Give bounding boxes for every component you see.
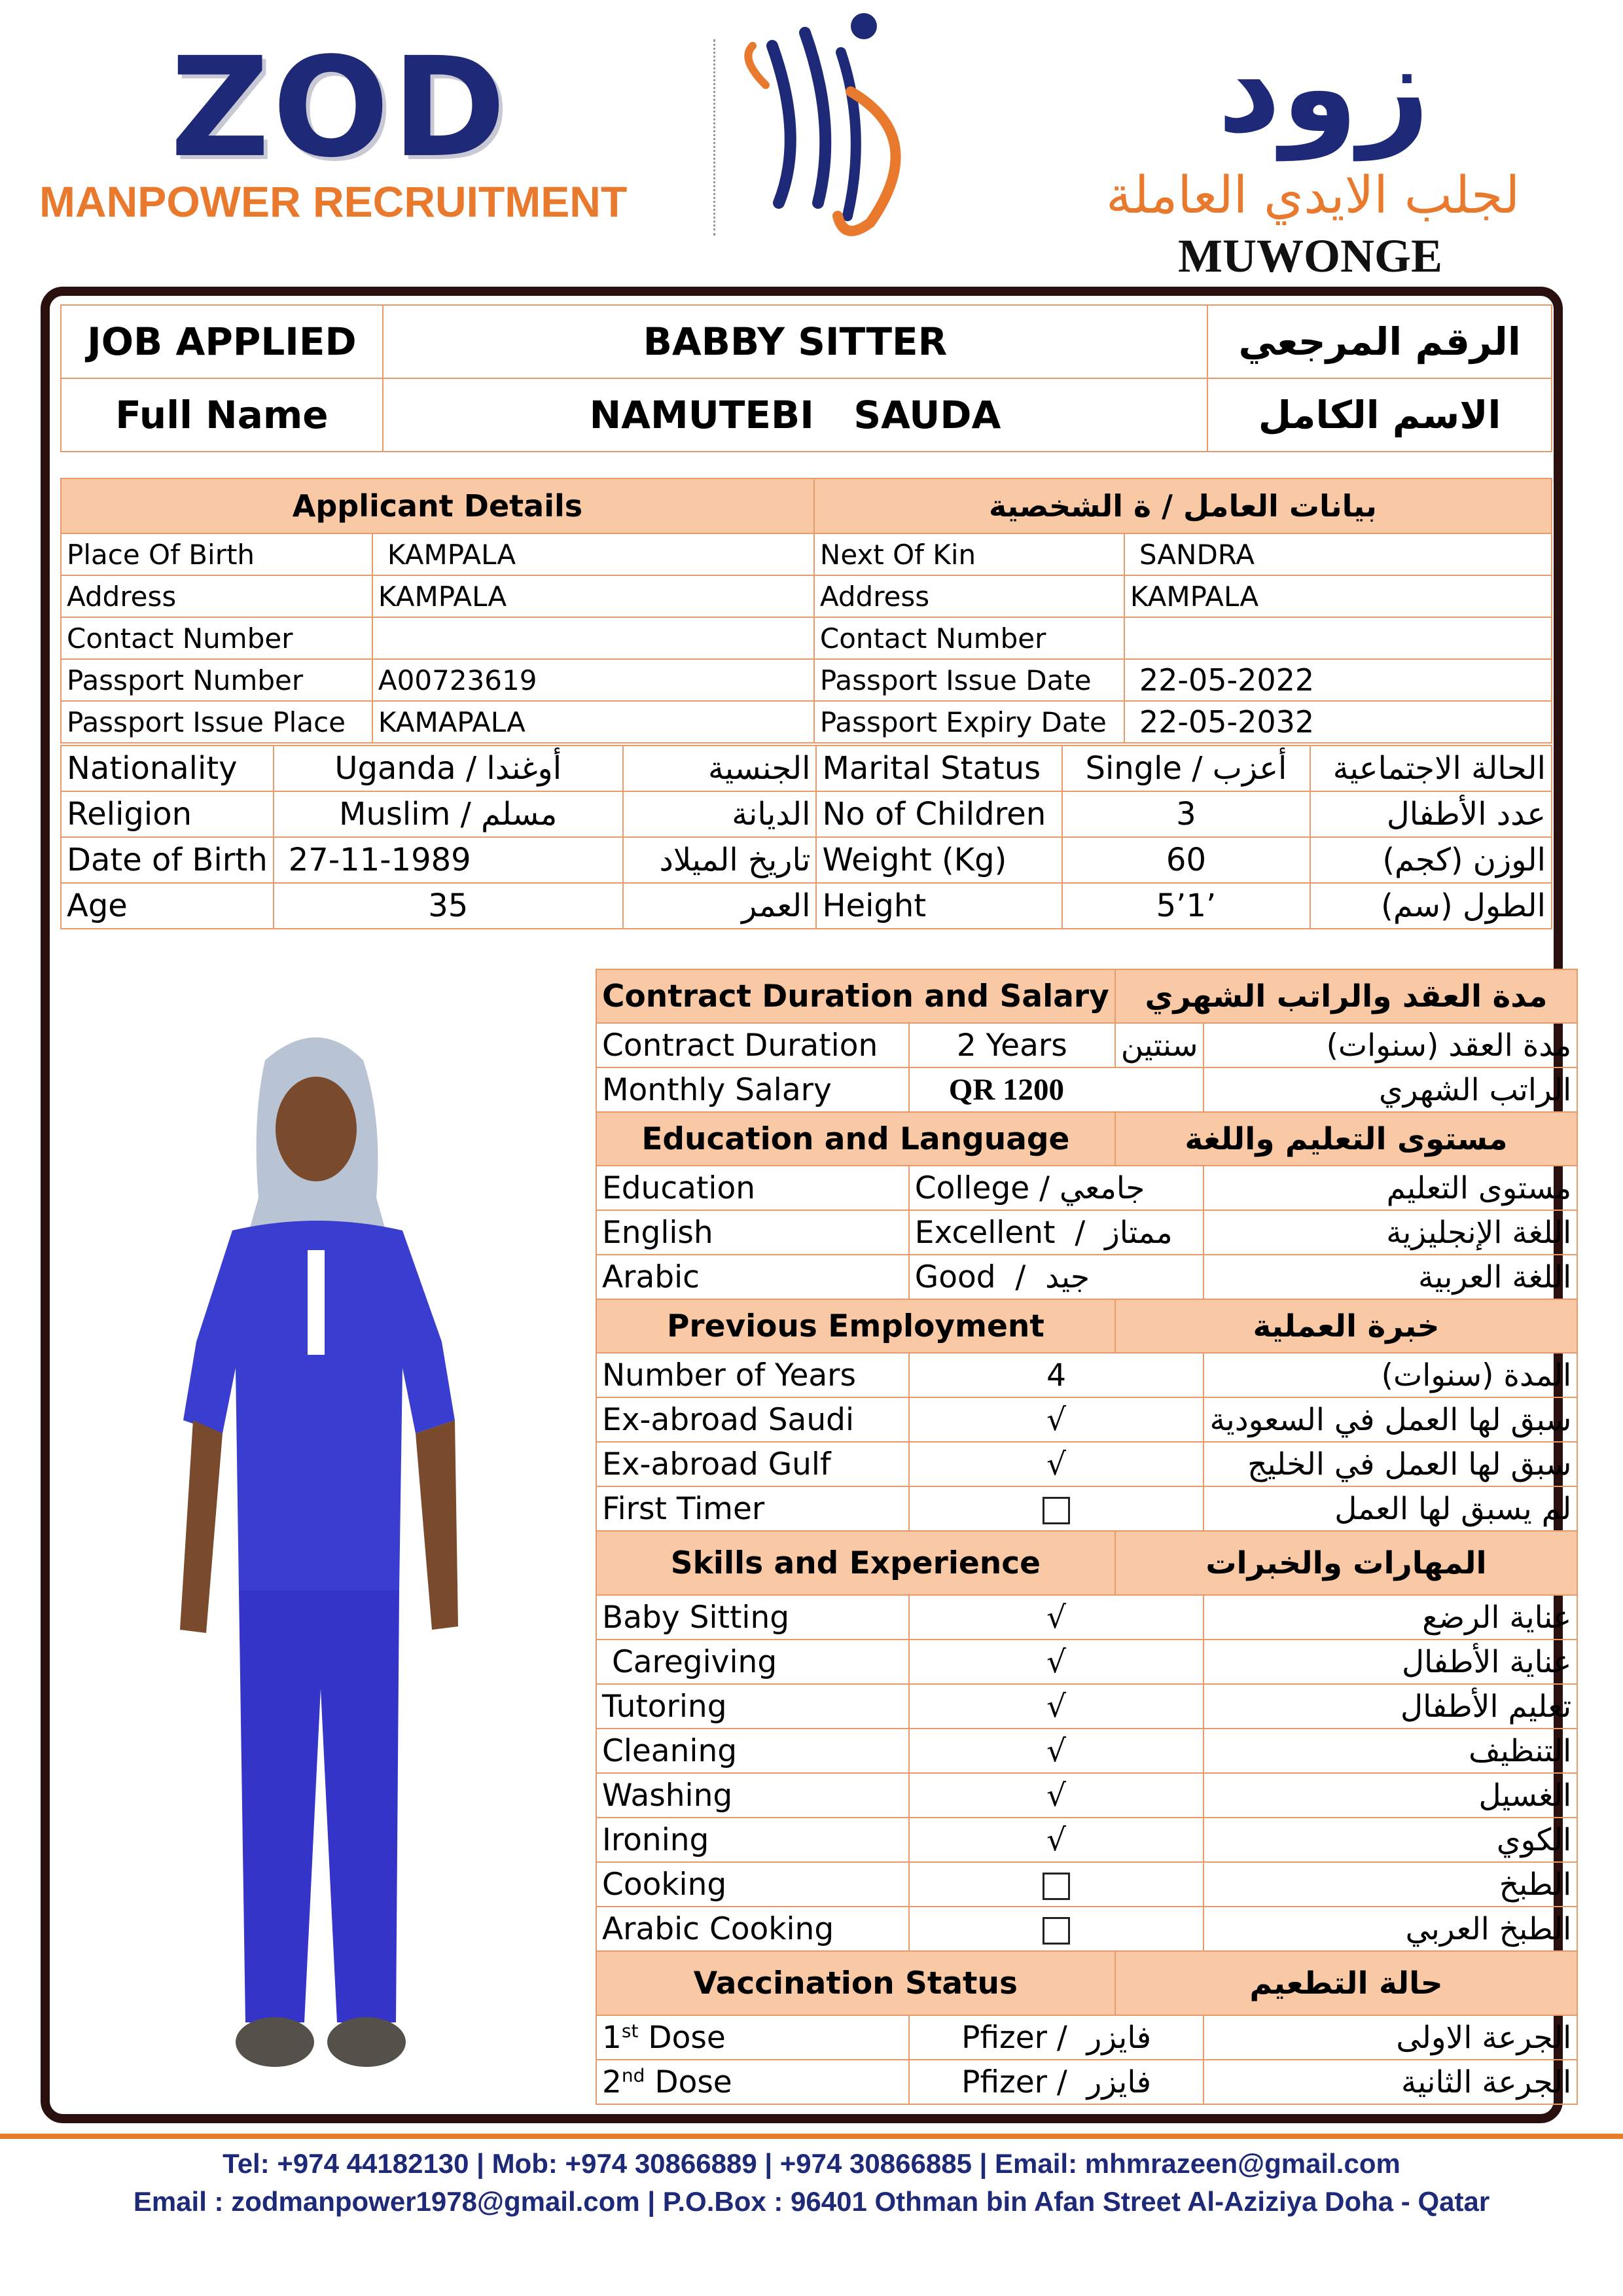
skill-arabic-cooking-label-ar: الطبخ العربي [1204, 1907, 1577, 1951]
job-applied-value: BABBY SITTER [383, 305, 1207, 378]
skill-washing-check: √ [909, 1773, 1204, 1818]
skill-cleaning-label-ar: التنظيف [1204, 1729, 1577, 1773]
age-label-ar: العمر [623, 883, 817, 929]
next-of-kin-label: Next Of Kin [814, 533, 1124, 575]
first-timer-label-ar: لم يسبق لها العمل [1204, 1486, 1577, 1531]
height-label-ar: الطول (سم) [1310, 883, 1552, 929]
age-value: 35 [274, 883, 623, 929]
employment-header-ar: خبرة العملية [1115, 1299, 1577, 1353]
ex-gulf-label: Ex-abroad Gulf [596, 1442, 909, 1486]
skills-header-ar: المهارات والخبرات [1115, 1531, 1577, 1595]
english-label: English [596, 1210, 909, 1255]
dose-2-label-ar: الجرعة الثانية [1204, 2060, 1577, 2104]
personal-details-table [60, 745, 1552, 929]
skill-cooking-label-ar: الطبخ [1204, 1862, 1577, 1907]
arabic-value: Good / جيد [909, 1255, 1204, 1299]
years-label: Number of Years [596, 1353, 909, 1397]
ex-gulf-check: √ [909, 1442, 1204, 1486]
logo-arabic-text: زود [1217, 16, 1430, 160]
dose-1-value: Pfizer / فايزر [909, 2015, 1204, 2060]
employment-header: Previous Employment [596, 1299, 1115, 1353]
passport-issue-date-value: 22-05-2022 [1124, 659, 1552, 701]
kin-address-value: KAMPALA [1124, 575, 1552, 617]
religion-label: Religion [61, 791, 274, 837]
job-applied-label: JOB APPLIED [61, 305, 383, 378]
religion-value: Muslim / مسلم [274, 791, 623, 837]
first-timer-checkbox [1043, 1497, 1070, 1524]
monthly-salary-label-ar: الراتب الشهري [1204, 1067, 1577, 1112]
religion-label-ar: الديانة [623, 791, 817, 837]
education-label: Education [596, 1166, 909, 1210]
years-label-ar: المدة (سنوات) [1204, 1353, 1577, 1397]
date-of-birth-label-ar: تاريخ الميلاد [623, 837, 817, 883]
arabic-label-ar: اللغة العربية [1204, 1255, 1577, 1299]
contract-header-ar: مدة العقد والراتب الشهري [1115, 969, 1577, 1023]
skills-header: Skills and Experience [596, 1531, 1115, 1595]
weight-label-ar: الوزن (كجم) [1310, 837, 1552, 883]
skill-caregiving-check: √ [909, 1640, 1204, 1684]
dose-1-label-ar: الجرعة الاولى [1204, 2015, 1577, 2060]
logo-zod-text: ZOD [170, 27, 509, 188]
kin-address-label: Address [814, 575, 1124, 617]
weight-value: 60 [1062, 837, 1310, 883]
applicant-details-header-ar: بيانات العامل / ة الشخصية [814, 478, 1552, 533]
passport-number-label: Passport Number [61, 659, 372, 701]
cv-right-table [596, 969, 1578, 2105]
ex-saudi-check: √ [909, 1397, 1204, 1442]
years-value: 4 [909, 1353, 1204, 1397]
skill-cooking-checkbox [1043, 1873, 1070, 1900]
skill-baby-sitting-check: √ [909, 1595, 1204, 1640]
vaccination-header-ar: حالة التطعيم [1115, 1951, 1577, 2015]
contract-duration-value-ar: سنتين [1115, 1023, 1204, 1067]
applicant-details-table [60, 478, 1552, 744]
agent-name: MUWONGE [1178, 230, 1442, 282]
first-timer-label: First Timer [596, 1486, 909, 1531]
age-label: Age [61, 883, 274, 929]
skill-baby-sitting-label: Baby Sitting [596, 1595, 909, 1640]
contact-number-value [372, 617, 814, 659]
date-of-birth-label: Date of Birth [61, 837, 274, 883]
contract-duration-label-ar: مدة العقد (سنوات) [1204, 1023, 1577, 1067]
skill-cooking-label: Cooking [596, 1862, 909, 1907]
children-value: 3 [1062, 791, 1310, 837]
ex-gulf-label-ar: سبق لها العمل في الخليج [1204, 1442, 1577, 1486]
skill-caregiving-label: Caregiving [596, 1640, 909, 1684]
dose-2-value: Pfizer / فايزر [909, 2060, 1204, 2104]
weight-label: Weight (Kg) [816, 837, 1061, 883]
skill-baby-sitting-label-ar: عناية الرضع [1204, 1595, 1577, 1640]
english-value: Excellent / ممتاز [909, 1210, 1204, 1255]
skill-arabic-cooking-checkbox [1043, 1917, 1070, 1945]
height-value: 5’1’ [1062, 883, 1310, 929]
marital-status-label: Marital Status [816, 745, 1061, 791]
kin-contact-number-label: Contact Number [814, 617, 1124, 659]
contract-duration-label: Contract Duration [596, 1023, 909, 1067]
skill-washing-label: Washing [596, 1773, 909, 1818]
skill-ironing-label: Ironing [596, 1818, 909, 1862]
passport-issue-place-value: KAMAPALA [372, 701, 814, 743]
height-label: Height [816, 883, 1061, 929]
full-name-label-ar: الاسم الكامل [1207, 378, 1552, 452]
skill-caregiving-label-ar: عناية الأطفال [1204, 1640, 1577, 1684]
footer-contact-line: Tel: +974 44182130 | Mob: +974 30866889 | +974 30866885 | Email: mhmrazeen@gmail.com [223, 2148, 1400, 2179]
skill-cleaning-label: Cleaning [596, 1729, 909, 1773]
footer-divider [0, 2134, 1623, 2139]
kin-contact-number-value [1124, 617, 1552, 659]
ex-saudi-label-ar: سبق لها العمل في السعودية [1204, 1397, 1577, 1442]
arabic-label: Arabic [596, 1255, 909, 1299]
passport-issue-date-label: Passport Issue Date [814, 659, 1124, 701]
job-name-table [60, 304, 1552, 452]
children-label-ar: عدد الأطفال [1310, 791, 1552, 837]
education-label-ar: مستوى التعليم [1204, 1166, 1577, 1210]
full-name-value: NAMUTEBI SAUDA [383, 378, 1207, 452]
passport-expiry-date-label: Passport Expiry Date [814, 701, 1124, 743]
skill-washing-label-ar: الغسيل [1204, 1773, 1577, 1818]
monthly-salary-label: Monthly Salary [596, 1067, 909, 1112]
passport-issue-place-label: Passport Issue Place [61, 701, 372, 743]
english-label-ar: اللغة الإنجليزية [1204, 1210, 1577, 1255]
monthly-salary-value: QR 1200 [909, 1067, 1204, 1112]
logo-arabic-tagline: لجلب الايدي العاملة [1106, 166, 1520, 225]
children-label: No of Children [816, 791, 1061, 837]
education-header-ar: مستوى التعليم واللغة [1115, 1112, 1577, 1166]
marital-status-value: Single / أعزب [1062, 745, 1310, 791]
nationality-label: Nationality [61, 745, 274, 791]
next-of-kin-value: SANDRA [1124, 533, 1552, 575]
footer-address-line: Email : zodmanpower1978@gmail.com | P.O.Box : 96401 Othman bin Afan Street Al-Aziziya Doha - Qatar [133, 2186, 1490, 2217]
address-value: KAMPALA [372, 575, 814, 617]
nationality-value: Uganda / أوغندا [274, 745, 623, 791]
skill-ironing-check: √ [909, 1818, 1204, 1862]
address-label: Address [61, 575, 372, 617]
passport-number-value: A00723619 [372, 659, 814, 701]
marital-status-label-ar: الحالة الاجتماعية [1310, 745, 1552, 791]
applicant-details-header: Applicant Details [61, 478, 814, 533]
skill-tutoring-check: √ [909, 1684, 1204, 1729]
logo-mark-icon [726, 7, 942, 249]
skill-tutoring-label: Tutoring [596, 1684, 909, 1729]
date-of-birth-value: 27-11-1989 [274, 837, 623, 883]
job-applied-label-ar: الرقم المرجعي [1207, 305, 1552, 378]
ex-saudi-label: Ex-abroad Saudi [596, 1397, 909, 1442]
skill-arabic-cooking-label: Arabic Cooking [596, 1907, 909, 1951]
applicant-photo [167, 1001, 468, 2101]
passport-expiry-date-value: 22-05-2032 [1124, 701, 1552, 743]
contract-header: Contract Duration and Salary [596, 969, 1115, 1023]
education-header: Education and Language [596, 1112, 1115, 1166]
dose-1-label: 1st Dose [596, 2015, 909, 2060]
header-divider [713, 39, 715, 236]
skill-tutoring-label-ar: تعليم الأطفال [1204, 1684, 1577, 1729]
place-of-birth-value: KAMPALA [372, 533, 814, 575]
full-name-label: Full Name [61, 378, 383, 452]
education-value: College / جامعي [909, 1166, 1204, 1210]
vaccination-header: Vaccination Status [596, 1951, 1115, 2015]
dose-2-label: 2nd Dose [596, 2060, 909, 2104]
contact-number-label: Contact Number [61, 617, 372, 659]
logo-tagline: MANPOWER RECRUITMENT [39, 177, 628, 226]
nationality-label-ar: الجنسية [623, 745, 817, 791]
skill-ironing-label-ar: الكوي [1204, 1818, 1577, 1862]
place-of-birth-label: Place Of Birth [61, 533, 372, 575]
skill-cleaning-check: √ [909, 1729, 1204, 1773]
contract-duration-value: 2 Years [909, 1023, 1115, 1067]
